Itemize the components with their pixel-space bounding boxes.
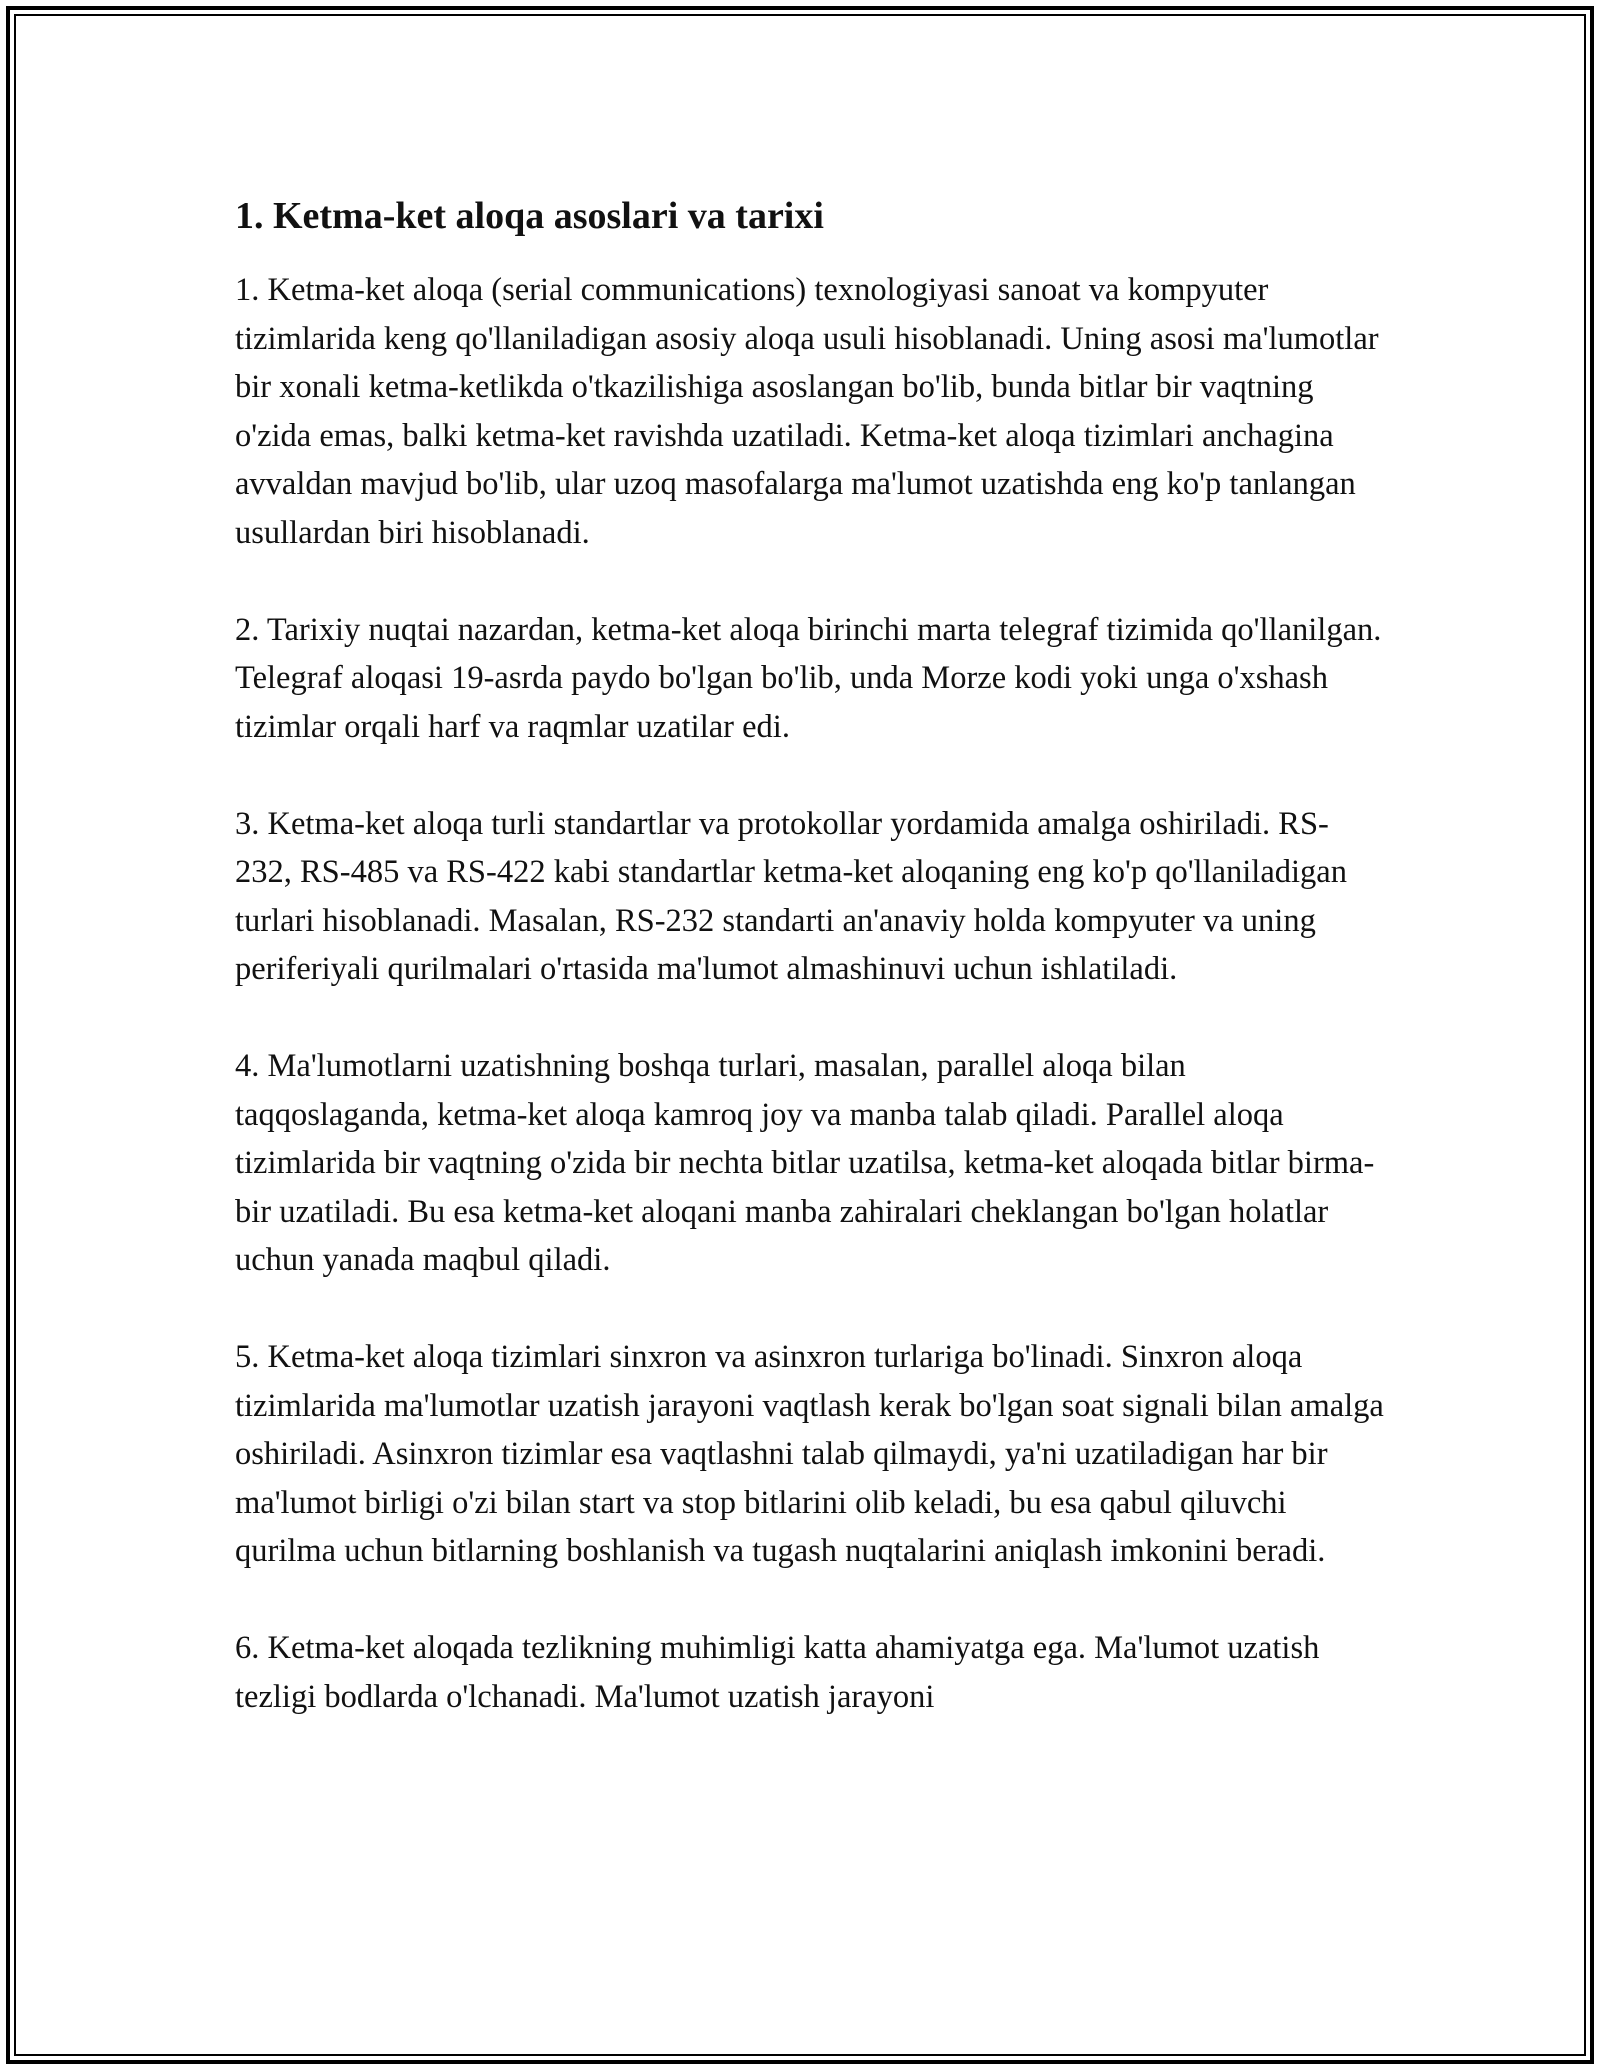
paragraph-4: 4. Ma'lumotlarni uzatishning boshqa turlari, masalan, parallel aloqa bilan taqqoslaganda, ketma-ket aloqa kamroq joy va manba talab qiladi. Parallel aloqa tizimlarida bir vaqtning o'zida bir nechta bitlar uzatilsa, ketma-ket aloqada bitlar birma-bir uzatiladi. Bu esa ketma-ket aloqani manba zahiralari cheklangan bo'lgan holatlar uchun yanada maqbul qiladi. <box>235 1048 1375 1278</box>
paragraph-2: 2. Tarixiy nuqtai nazardan, ketma-ket aloqa birinchi marta telegraf tizimida qo'llanilgan. Telegraf aloqasi 19-asrda paydo bo'lgan bo'lib, unda Morze kodi yoki unga o'xshash tizimlar orqali harf va raqmlar uzatilar edi. <box>235 611 1382 745</box>
paragraph-5: 5. Ketma-ket aloqa tizimlari sinxron va asinxron turlariga bo'linadi. Sinxron aloqa tizimlarida ma'lumotlar uzatish jarayoni vaqtlash kerak bo'lgan soat signali bilan amalga oshiriladi. Asinxron tizimlar esa vaqtlashni talab qilmaydi, ya'ni uzatiladigan har bir ma'lumot birligi o'zi bilan start va stop bitlarini olib keladi, bu esa qabul qiluvchi qurilma uchun bitlarning boshlanish va tugash nuqtalarini aniqlash imkonini beradi. <box>235 1339 1384 1569</box>
paragraph-1: 1. Ketma-ket aloqa (serial communications) texnologiyasi sanoat va kompyuter tizimlarida keng qo'llaniladigan asosiy aloqa usuli hisoblanadi. Uning asosi ma'lumotlar bir xonali ketma-ketlikda o'tkazilishiga asoslangan bo'lib, bunda bitlar bir vaqtning o'zida emas, balki ketma-ket ravishda uzatiladi. Ketma-ket aloqa tizimlari anchagina avvaldan mavjud bo'lib, ular uzoq masofalarga ma'lumot uzatishda eng ko'p tanlangan usullardan biri hisoblanadi. <box>235 272 1379 551</box>
paragraph-3: 3. Ketma-ket aloqa turli standartlar va protokollar yordamida amalga oshiriladi. RS-232, RS-485 va RS-422 kabi standartlar ketma-ket aloqaning eng ko'p qo'llaniladigan turlari hisoblanadi. Masalan, RS-232 standarti an'anaviy holda kompyuter va uning periferiyali qurilmalari o'rtasida ma'lumot almashinuvi uchun ishlatiladi. <box>235 805 1347 987</box>
paragraph-6: 6. Ketma-ket aloqada tezlikning muhimligi katta ahamiyatga ega. Ma'lumot uzatish tezligi bodlarda o'lchanadi. Ma'lumot uzatish jarayoni <box>235 1630 1320 1715</box>
document-body <box>235 190 1385 1721</box>
section-heading: 1. Ketma-ket aloqa asoslari va tarixi <box>235 195 824 237</box>
